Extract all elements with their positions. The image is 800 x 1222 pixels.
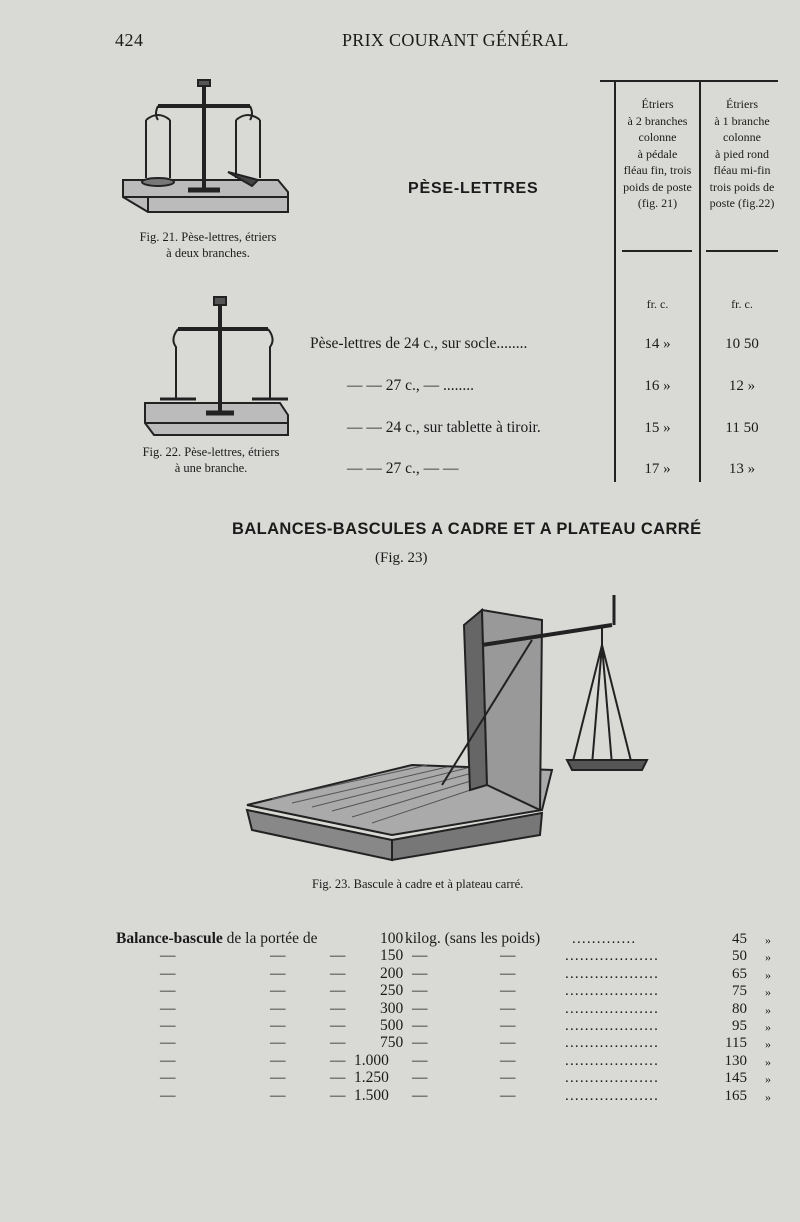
fig21-label: Fig. 21. [139, 230, 179, 244]
ditto-dash: — [160, 1069, 176, 1087]
col1-line: Étriers [641, 97, 674, 111]
table-cell: 14 » [644, 336, 671, 352]
capacity-value: 250 [380, 982, 404, 1000]
fig21-caption-line2: à deux branches. [166, 246, 250, 260]
price-row-lead [116, 930, 317, 948]
ditto-dash: — [500, 947, 516, 965]
table-row-label: — — 24 c., sur tablette à tiroir. [347, 419, 541, 436]
ditto-dash: — [330, 947, 346, 965]
platform-scale-illustration [242, 585, 662, 865]
price-value: 75 [732, 983, 747, 1000]
price-symbol: » [765, 1089, 771, 1104]
price-row-lead-bold: Balance-bascule [116, 930, 223, 947]
price-value: 130 [724, 1052, 747, 1069]
table-cell: 17 » [644, 461, 671, 477]
ditto-dash: — [330, 964, 346, 982]
price-row-lead-text: de la portée de [222, 930, 318, 947]
col2-line: à 1 branche [714, 113, 770, 128]
leader-dots: ................... [565, 965, 660, 982]
price-symbol: » [765, 967, 771, 982]
col2-line: Étriers [726, 97, 758, 111]
col1-line: poids de poste [623, 179, 692, 194]
capacity-value: 150 [380, 947, 404, 965]
capacity-value: 1.000 [354, 1051, 389, 1069]
ditto-dash: — [330, 982, 346, 1000]
ditto-dash: — [412, 1086, 428, 1104]
price-value: 80 [732, 1000, 747, 1017]
col2-line: fléau mi-fin [713, 163, 771, 177]
ditto-dash: — [160, 964, 176, 982]
leader-dots: ............. [572, 931, 637, 947]
ditto-dash: — [330, 999, 346, 1017]
letter-scale-two-stirrups-illustration [118, 72, 298, 222]
fig22-label: Fig. 22. [142, 445, 182, 459]
price-symbol: » [765, 1002, 771, 1017]
ditto-dash: — [270, 1086, 286, 1104]
capacity-value: 1.500 [354, 1086, 389, 1104]
column-header-rule [622, 250, 692, 252]
capacity-value: 100 [380, 930, 404, 947]
ditto-dash: — [160, 1086, 176, 1104]
price-symbol: » [765, 933, 771, 947]
ditto-dash: — [500, 999, 516, 1017]
ditto-dash: — [270, 1034, 286, 1052]
ditto-dash: — [160, 947, 176, 965]
leader-dots: ................... [565, 983, 660, 1000]
table-cell: 10 50 [725, 336, 759, 352]
page-number: 424 [115, 30, 144, 50]
letter-scale-one-stirrup-illustration [140, 293, 300, 443]
table-cell: 12 » [728, 378, 756, 394]
ditto-dash: — [500, 982, 516, 1000]
table-cell: 15 » [644, 420, 671, 436]
ditto-dash: — [500, 1051, 516, 1069]
leader-dots: ................... [565, 1070, 660, 1087]
ditto-dash: — [500, 1086, 516, 1104]
leader-dots: ................... [565, 948, 660, 965]
price-value: 95 [732, 1018, 747, 1034]
table-cell: 16 » [644, 378, 671, 394]
ditto-dash: — [270, 964, 286, 982]
ditto-dash: — [412, 1034, 428, 1052]
col2-line: trois poids de [709, 179, 775, 194]
leader-dots: ................... [565, 1035, 660, 1052]
price-value: 145 [724, 1070, 747, 1087]
ditto-dash: — [412, 1017, 428, 1034]
ditto-dash: — [330, 1051, 346, 1069]
ditto-dash: — [412, 964, 428, 982]
table-row-label: — — 27 c., — ........ [347, 377, 475, 394]
col2-line: poste (fig.22) [709, 196, 775, 210]
capacity-value: 300 [380, 999, 404, 1017]
ditto-dash: — [160, 982, 176, 1000]
column-header-rule [706, 250, 778, 252]
price-symbol: » [765, 1020, 771, 1034]
ditto-dash: — [500, 1069, 516, 1087]
column-header-one-stirrup [701, 96, 783, 212]
pese-lettres-title: PÈSE-LETTRES [408, 180, 539, 197]
col1-line: à 2 branches [627, 113, 688, 128]
price-symbol: » [765, 1037, 771, 1052]
section-title: BALANCES-BASCULES A CADRE ET A PLATEAU CARRÉ [232, 520, 702, 538]
table-top-rule [600, 80, 778, 82]
col2-line: colonne [723, 130, 761, 144]
price-value: 45 [732, 931, 747, 947]
ditto-dash: — [500, 1017, 516, 1034]
ditto-dash: — [270, 1017, 286, 1034]
ditto-dash: — [270, 1069, 286, 1087]
ditto-dash: — [330, 1069, 346, 1087]
table-cell: 11 50 [725, 420, 759, 436]
leader-dots: ................... [565, 1052, 660, 1069]
leader-dots: ................... [565, 1018, 660, 1034]
ditto-dash: — [270, 947, 286, 965]
ditto-dash: — [330, 1086, 346, 1104]
ditto-dash: — [330, 1017, 346, 1034]
capacity-value: 1.250 [354, 1069, 389, 1087]
col2-line: à pied rond [715, 146, 769, 161]
fig21-caption [118, 229, 298, 261]
ditto-dash: — [412, 982, 428, 1000]
fig22-caption-line2: à une branche. [174, 461, 248, 475]
fig22-caption-line1: Pèse-lettres, étriers [184, 445, 280, 459]
table-cell: 13 » [728, 461, 756, 477]
table-row-label: Pèse-lettres de 24 c., sur socle........ [310, 335, 528, 352]
price-symbol: » [765, 1072, 771, 1087]
price-symbol: » [765, 985, 771, 1000]
capacity-value: 750 [380, 1034, 404, 1052]
col1-line: fléau fin, trois [623, 163, 692, 177]
price-value: 165 [724, 1087, 747, 1104]
ditto-dash: — [412, 1069, 428, 1087]
ditto-dash: — [160, 1034, 176, 1052]
ditto-dash: — [160, 1017, 176, 1034]
capacity-value: 200 [380, 964, 404, 982]
ditto-dash: — [270, 982, 286, 1000]
ditto-dash: — [412, 1051, 428, 1069]
unit-label: fr. c. [731, 297, 753, 311]
ditto-dash: — [500, 964, 516, 982]
ditto-dash: — [412, 999, 428, 1017]
price-value: 115 [725, 1035, 747, 1052]
fig21-caption-line1: Pèse-lettres, étriers [181, 230, 277, 244]
ditto-dash: — [160, 1051, 176, 1069]
price-value: 50 [732, 948, 747, 965]
leader-dots: ................... [565, 1087, 660, 1104]
ditto-dash: — [270, 999, 286, 1017]
ditto-dash: — [330, 1034, 346, 1052]
price-symbol: » [765, 950, 771, 965]
ditto-dash: — [412, 947, 428, 965]
column-header-two-stirrups [616, 96, 699, 212]
price-row-unit: kilog. (sans les poids) [405, 930, 541, 947]
unit-label: fr. c. [646, 297, 669, 311]
section-subtitle: (Fig. 23) [375, 550, 428, 566]
fig22-caption [122, 444, 300, 476]
fig23-caption: Fig. 23. Bascule à cadre et à plateau carré. [312, 877, 524, 891]
page-title: PRIX COURANT GÉNÉRAL [342, 30, 569, 50]
col1-line: (fig. 21) [637, 196, 678, 210]
capacity-value: 500 [380, 1017, 404, 1034]
leader-dots: ................... [565, 1000, 660, 1017]
price-value: 65 [732, 965, 747, 982]
col1-line: colonne [638, 130, 677, 144]
col1-line: à pédale [637, 146, 678, 161]
ditto-dash: — [500, 1034, 516, 1052]
table-row-label: — — 27 c., — — [347, 460, 459, 477]
ditto-dash: — [160, 999, 176, 1017]
price-symbol: » [765, 1054, 771, 1069]
ditto-dash: — [270, 1051, 286, 1069]
